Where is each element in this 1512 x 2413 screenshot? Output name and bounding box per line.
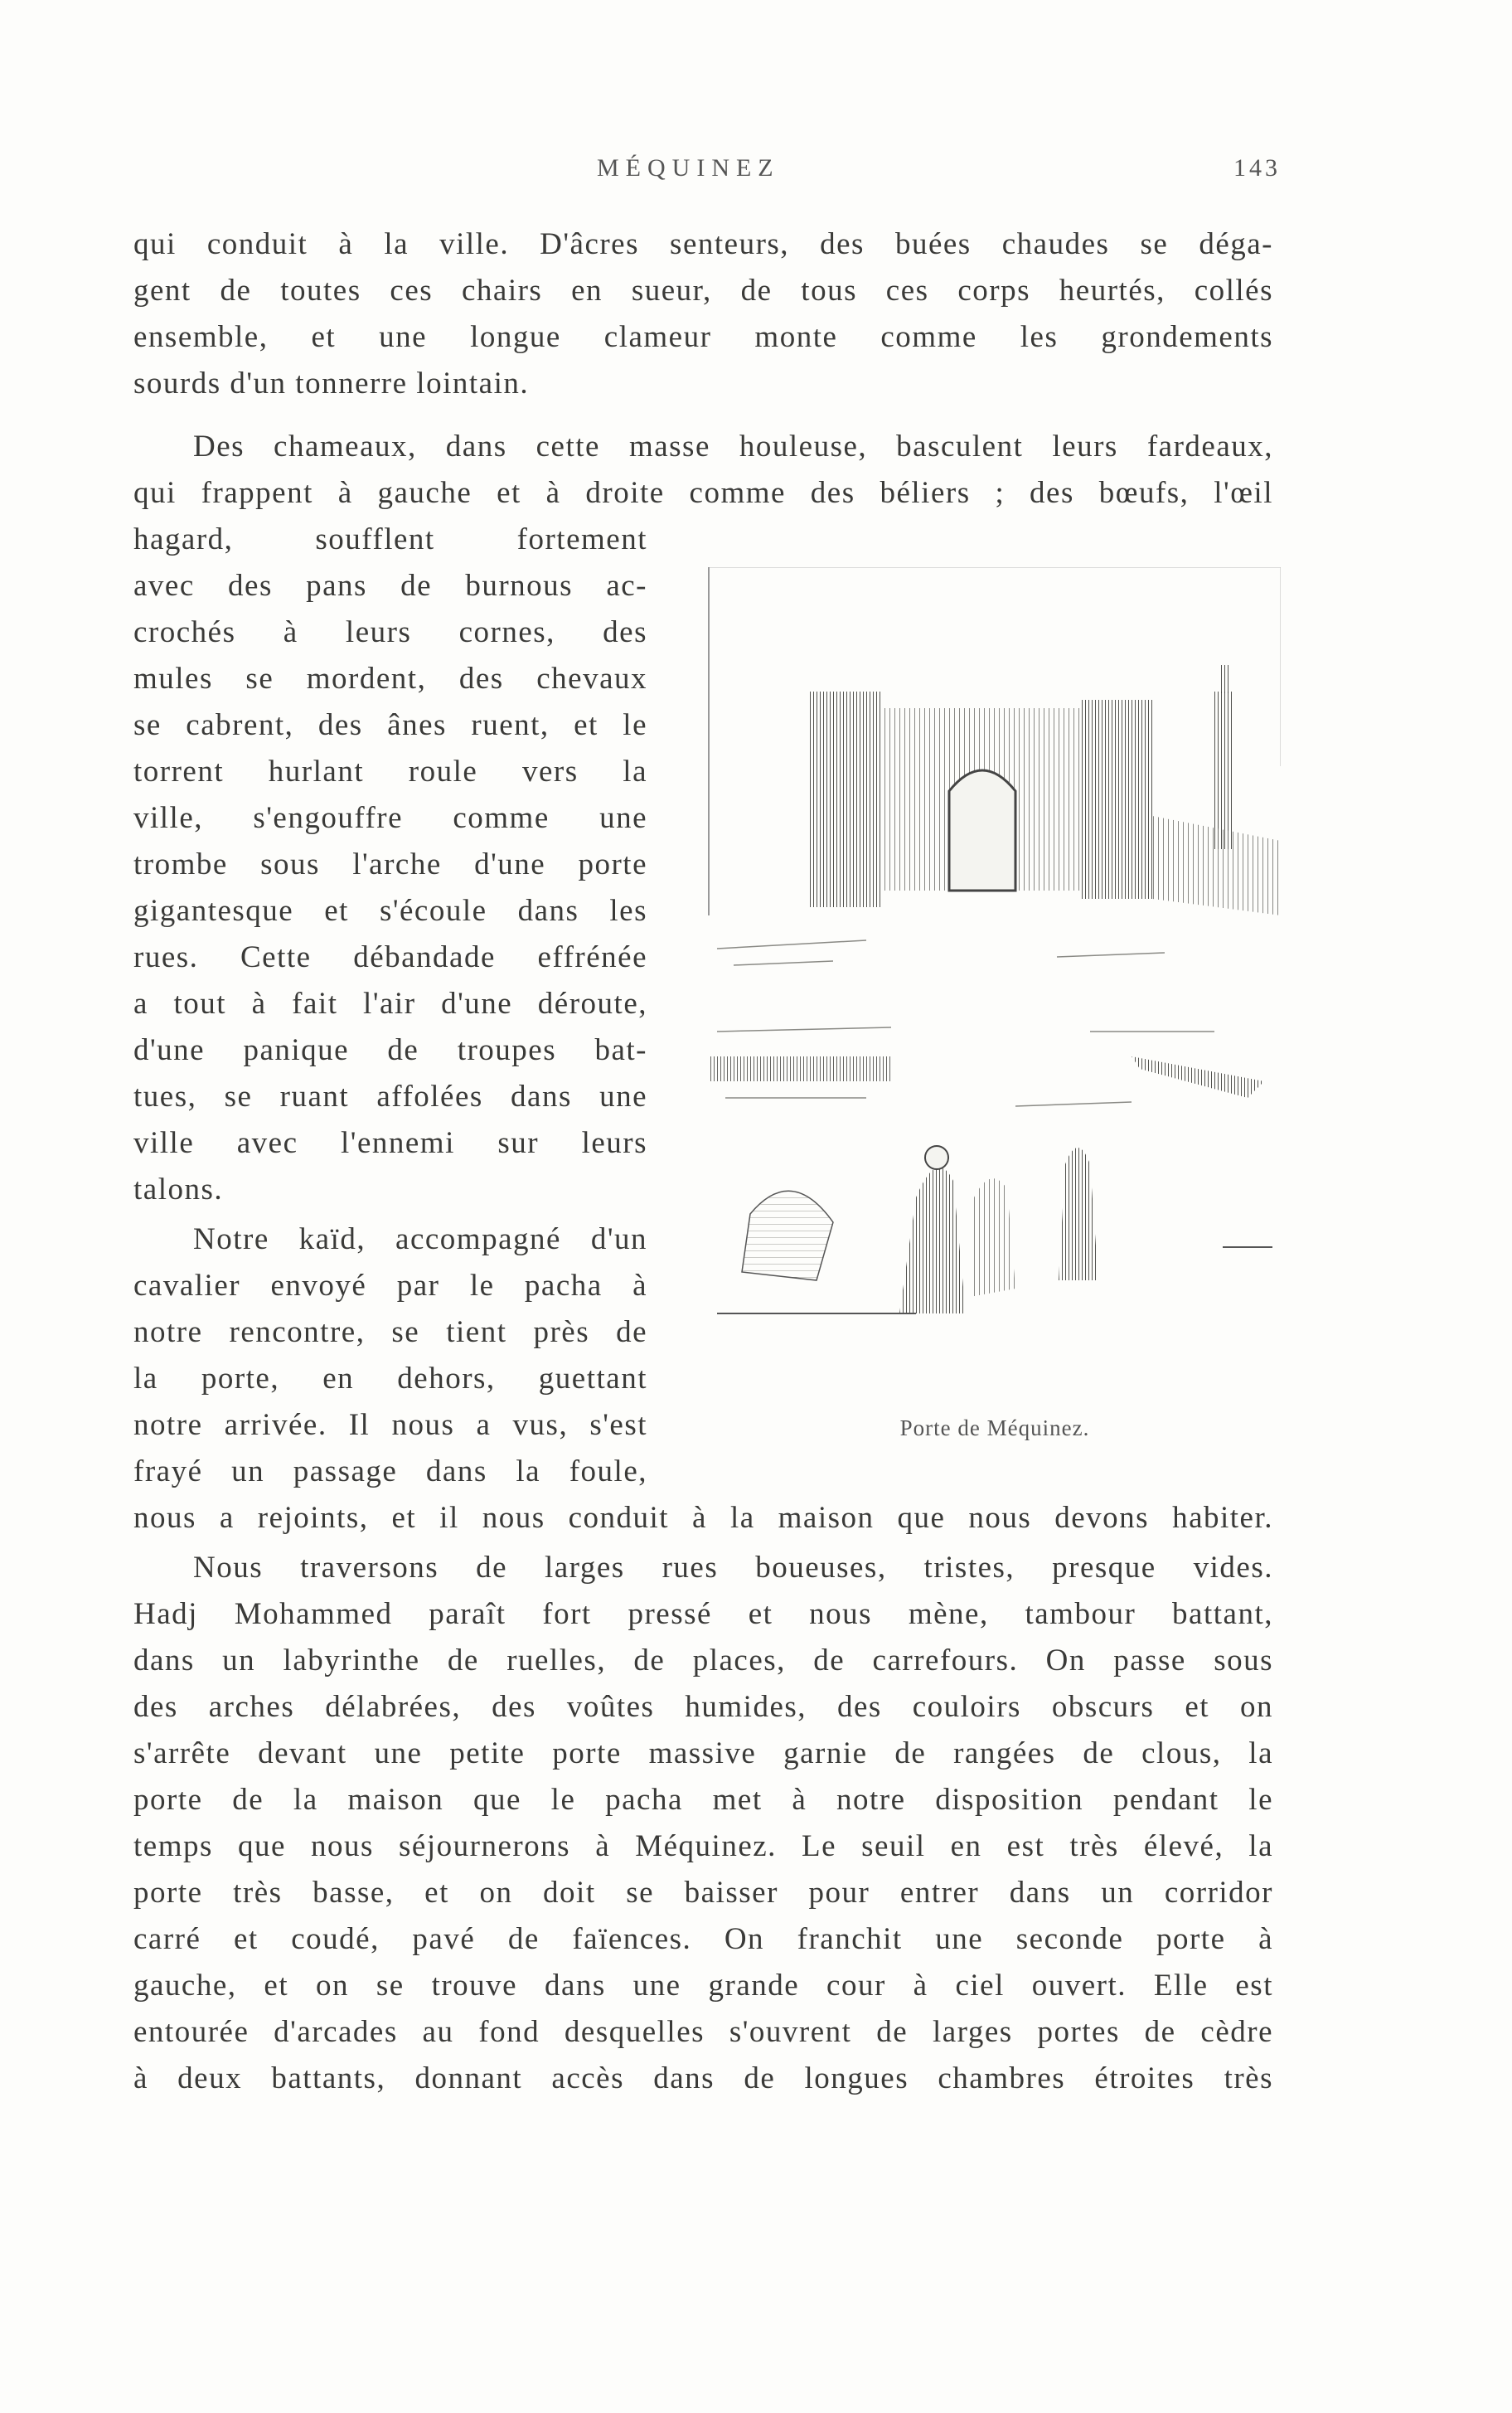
city-gate-illustration [700, 567, 1281, 1388]
seated-figures [742, 1191, 833, 1280]
city-wall [1152, 816, 1281, 915]
minaret-top [1219, 665, 1229, 693]
text-line: notre arrivée. Il nous a vus, s'est [133, 1408, 647, 1442]
right-ground-shadow [1132, 1056, 1264, 1098]
text-line: gauche, et on se trouve dans une grande cour à ciel ouvert. Elle est [133, 1969, 1273, 2003]
text-line: a tout à fait l'air d'une déroute, [133, 987, 647, 1021]
text-line: crochés à leurs cornes, des [133, 615, 647, 649]
text-line: à deux battants, donnant accès dans de longues chambres étroites très [133, 2061, 1273, 2095]
page-number: 143 [1233, 154, 1281, 182]
text-line: mules se mordent, des chevaux [133, 662, 647, 696]
text-line: porte de la maison que le pacha met à notre disposition pendant le [133, 1783, 1273, 1817]
text-line: sourds d'un tonnerre lointain. [133, 367, 530, 401]
text-line: d'une panique de troupes bat- [133, 1033, 647, 1067]
text-line: s'arrête devant une petite porte massive garnie de rangées de clous, la [133, 1736, 1273, 1770]
left-tower [808, 692, 883, 907]
text-line: cavalier envoyé par le pacha à [133, 1269, 647, 1303]
text-line: gigantesque et s'écoule dans les [133, 894, 647, 928]
text-line: se cabrent, des ânes ruent, et le [133, 708, 647, 742]
text-line: dans un labyrinthe de ruelles, de places, de carrefours. On passe sous [133, 1643, 1273, 1677]
text-line: tues, se ruant affolées dans une [133, 1080, 647, 1114]
text-line: carré et coudé, pavé de faïences. On franchit une seconde porte à [133, 1922, 1273, 1956]
text-line: ensemble, et une longue clameur monte comme les grondements [133, 320, 1273, 354]
running-title: MÉQUINEZ [597, 154, 780, 182]
text-line: hagard, soufflent fortement [133, 522, 647, 556]
text-line: rues. Cette débandade effrénée [133, 940, 647, 974]
distant-crowd [709, 1056, 891, 1081]
gate-arch [949, 770, 1015, 891]
text-line: la porte, en dehors, guettant [133, 1362, 647, 1396]
minaret [1214, 692, 1234, 849]
text-line: torrent hurlant roule vers la [133, 755, 647, 789]
text-line: temps que nous séjournerons à Méquinez. Le seuil en est très élevé, la [133, 1829, 1273, 1863]
robed-figure-2 [970, 1178, 1015, 1297]
text-line: qui conduit à la ville. D'âcres senteurs, des buées chaudes se déga- [133, 227, 1273, 261]
text-line: ville, s'engouffre comme une [133, 801, 647, 835]
text-line: frayé un passage dans la foule, [133, 1454, 647, 1488]
text-line: trombe sous l'arche d'une porte [133, 847, 647, 881]
text-line: Nous traversons de larges rues boueuses, tristes, presque vides. [193, 1551, 1273, 1585]
illustration-svg [700, 567, 1281, 1388]
text-line: gent de toutes ces chairs en sueur, de tous ces corps heurtés, collés [133, 274, 1273, 308]
text-line: Hadj Mohammed paraît fort pressé et nous mène, tambour battant, [133, 1597, 1273, 1631]
text-line: porte très basse, et on doit se baisser pour entrer dans un corridor [133, 1876, 1273, 1910]
text-line: nous a rejoints, et il nous conduit à la maison que nous devons habiter. [133, 1501, 1273, 1535]
running-header [0, 154, 1512, 187]
text-line: Notre kaïd, accompagné d'un [193, 1222, 647, 1256]
text-line: avec des pans de burnous ac- [133, 569, 647, 603]
text-line: qui frappent à gauche et à droite comme des béliers ; des bœufs, l'œil [133, 476, 1273, 510]
text-line: talons. [133, 1173, 224, 1206]
text-line: ville avec l'ennemi sur leurs [133, 1126, 647, 1160]
text-line: notre rencontre, se tient près de [133, 1315, 647, 1349]
figure-caption: Porte de Méquinez. [899, 1415, 1090, 1440]
robed-figure-1 [899, 1168, 966, 1313]
text-line: des arches délabrées, des voûtes humides, des couloirs obscurs et on [133, 1690, 1273, 1724]
text-line: entourée d'arcades au fond desquelles s'ouvrent de larges portes de cèdre [133, 2015, 1273, 2049]
figure-head-1 [925, 1146, 948, 1169]
text-line: Des chameaux, dans cette masse houleuse, basculent leurs fardeaux, [193, 430, 1273, 464]
robed-figure-3 [1059, 1148, 1098, 1280]
right-tower [1082, 700, 1152, 899]
